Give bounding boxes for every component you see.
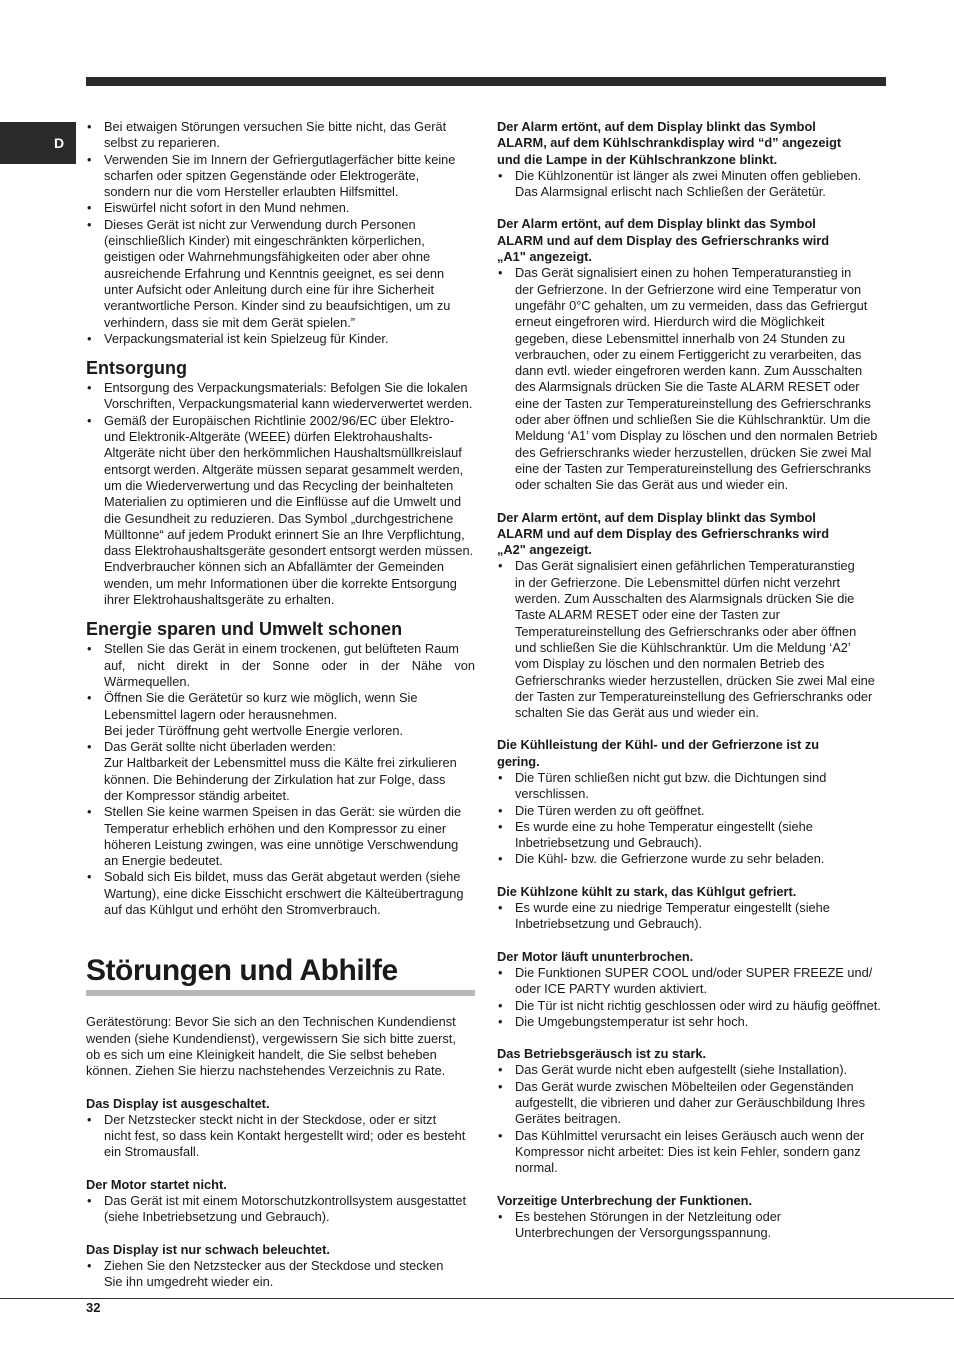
text-line: wenden, um mehr Informationen über die korrekte Entsorgung [104,575,457,591]
issue-heading [497,510,886,559]
text-line: Der Alarm ertönt, auf dem Display blinkt das Symbol [497,216,816,232]
text-line: Wartung), eine dicke Eisschicht erschwert die Kälteübertragung [104,885,464,901]
text-line: ALARM und auf dem Display des Gefrierschranks wird [497,525,830,541]
text-line: Temperatureinstellung des Gefrierschranks oder aber öffnen [515,623,857,639]
text-line: dann evtl. wieder eingefroren werden kann. Zum Ausschalten [515,363,863,379]
troubleshooting-heading: Störungen und Abhilfe [86,954,475,996]
text-line: ihrer Elektrohaushaltsgeräte zu erhalten. [104,592,335,608]
text-line: Taste ALARM RESET oder eine der Tasten zur [515,607,780,623]
text-line: • Eiswürfel nicht sofort in den Mund nehmen. [104,200,350,216]
text-line: • Das Gerät signalisiert einen zu hohen Temperaturanstieg in [515,265,852,281]
text-line: Inbetriebsetzung und Gebrauch). [515,916,703,932]
text-line: • Bei etwaigen Störungen versuchen Sie bitte nicht, das Gerät [104,119,447,134]
text-line: Die Kühlzone kühlt zu stark, das Kühlgut gefriert. [497,883,797,899]
list-item [86,869,475,918]
text-line: • Öffnen Sie die Gerätetür so kurz wie möglich, wenn Sie [104,690,418,706]
list-item [86,152,475,201]
issue-causes [86,1193,475,1226]
page-number: 32 [86,1300,101,1315]
text-line: und die Lampe in der Kühlschrankzone blinkt. [497,151,778,167]
text-line: normal. [515,1160,558,1176]
list-item [497,998,886,1014]
text-line: Temperatur erheblich erhöhen und den Kompressor zu einer [104,820,447,836]
text-line: höheren Leistung zwingen, was eine unnötige Verschwendung [104,836,459,852]
text-line: (einschließlich Kinder) mit eingeschränkten körperlichen, [104,233,425,249]
issue-causes [497,900,886,933]
list-item [497,900,886,933]
text-line: „A2" angezeigt. [497,542,592,558]
text-line: oder aber öffnen und schließen Sie die Kühlschranktür. Um die [515,412,871,428]
text-line: • Entsorgung des Verpackungsmaterials: Befolgen Sie die lokalen [104,380,468,396]
text-line: Vorzeitige Unterbrechung der Funktionen. [497,1192,753,1208]
issue-causes [86,1258,475,1291]
text-line: eine der Tasten zur Temperatureinstellung des Gefrierschranks [515,460,871,476]
list-item [86,380,475,413]
list-item [86,804,475,869]
list-item [497,1128,886,1177]
issue-causes [497,168,886,201]
text-line: des Alarmsignals drücken Sie die Taste ALARM RESET oder [515,379,860,395]
text-line: auf das Kühlgut und erhöht den Stromverbrauch. [104,902,381,918]
list-item [86,1193,475,1226]
text-line: entsorgt werden. Altgeräte müssen separat gesammelt werden, [104,461,464,477]
text-line: des Gefrierschranks wieder herzustellen, drücken Sie zwei Mal [515,444,872,460]
text-line: ungefähr 0°C gehalten, um zu vermeiden, dass das Gefriergut [515,297,868,313]
right-column [497,119,886,1241]
troubleshooting-intro [86,1014,475,1079]
text-line: ob es sich um eine Kleinigkeit handelt, die Sie selbst beheben [86,1046,437,1062]
text-line: • Das Gerät wurde nicht eben aufgestellt (siehe Installation). [515,1062,848,1078]
text-line: und schließen Sie die Kühlschranktür. Um die Meldung ‘A2’ [515,639,851,655]
list-item [497,1079,886,1128]
text-line: Der Motor läuft ununterbrochen. [497,948,694,964]
text-line: Das Alarmsignal erlischt nach Schließen der Gerätetür. [515,184,826,200]
text-line: verschlissen. [515,786,589,802]
issue-causes [497,558,886,721]
text-line: Lebensmittel lagern oder herausnehmen. [104,706,338,722]
issue-causes [497,1062,886,1176]
list-item [497,965,886,998]
text-line: vom Display zu löschen und den normalen Betrieb des [515,656,825,672]
text-line: unter Aufsicht oder Anleitung durch eine für ihre Sicherheit [104,281,435,297]
text-line: erneut eingefroren wird. Hierdurch wird die Möglichkeit [515,314,825,330]
header-bar [86,77,886,86]
list-item [497,770,886,803]
text-line: um die Wiederverwertung und das Recycling der beinhalteten [104,477,454,493]
text-line: ausreichende Erfahrung und Kenntnis geeignet, es sei denn [104,265,445,281]
text-line: eine der Tasten zur Temperatureinstellung des Gefrierschranks [515,395,871,411]
list-item [86,1258,475,1291]
text-line: (siehe Inbetriebsetzung und Gebrauch). [104,1209,330,1225]
energy-list [86,641,475,918]
text-line: in der Gefrierzone. Die Lebensmittel dürfen nicht verzehrt [515,574,841,590]
text-line: • Stellen Sie keine warmen Speisen in das Gerät: sie würden die [104,804,462,820]
text-line: Die Kühlleistung der Kühl- und der Gefrierzone ist zu [497,737,820,753]
text-line: Gerätestörung: Bevor Sie sich an den Technischen Kundendienst [86,1014,456,1030]
issue-causes [497,965,886,1030]
text-line: • Es wurde eine zu hohe Temperatur eingestellt (siehe [515,818,813,834]
text-line: • Das Gerät signalisiert einen gefährlichen Temperaturanstieg [515,558,855,574]
text-line: • Das Gerät ist mit einem Motorschutzkontrollsystem ausgestattet [104,1193,466,1209]
language-tab: D [0,122,76,164]
text-line: Vorschriften, Verpackungsmaterial kann wiederverwertet werden. [104,396,473,412]
issue-causes [497,265,886,493]
disposal-list [86,380,475,608]
text-line: Inbetriebsetzung und Gebrauch). [515,835,703,851]
text-line: • Verpackungsmaterial ist kein Spielzeug für Kinder. [104,330,389,346]
issue-heading [497,1193,886,1209]
text-line: • Das Gerät sollte nicht überladen werden: [104,739,336,755]
text-line: • Der Netzstecker steckt nicht in der Steckdose, oder er sitzt [104,1111,437,1127]
list-item [497,819,886,852]
text-line: verantwortliche Person. Kinder sind zu beaufsichtigen, um zu [104,298,451,314]
text-line: der Tasten zur Temperatureinstellung des Gefrierschranks oder [515,688,873,704]
issue-heading [497,119,886,168]
list-item [86,1112,475,1161]
text-line: Zur Haltbarkeit der Lebensmittel muss die Kälte frei zirkulieren [104,755,457,771]
list-item [86,690,475,739]
list-item [497,803,886,819]
issue-heading: Das Display ist nur schwach beleuchtet. [86,1241,330,1257]
text-line: • Das Gerät wurde zwischen Möbelteilen oder Gegenständen [515,1078,854,1094]
text-line: • Die Tür ist nicht richtig geschlossen oder wird zu häufig geöffnet. [515,997,881,1013]
issue-heading [497,1046,886,1062]
issue-heading [497,884,886,900]
text-line: ein Stromausfall. [104,1144,200,1160]
list-item [497,558,886,721]
right-issue-list [497,119,886,1241]
text-line: der Kompressor ständig arbeitet. [104,787,290,803]
text-line: selbst zu reparieren. [104,135,220,151]
text-line: • Verwenden Sie im Innern der Gefriergutlagerfächer bitte keine [104,151,456,167]
text-line: • Es bestehen Störungen in der Netzleitung oder [515,1208,782,1224]
text-line: • Die Türen werden zu oft geöffnet. [515,802,705,818]
text-line: Meldung ‘A1’ vom Display zu löschen und den normalen Betrieb [515,428,878,444]
issue-heading [497,737,886,770]
text-line: Endverbraucher können sich an Abfallämter der Gemeinden [104,559,445,575]
energy-heading: Energie sparen und Umwelt schonen [86,619,403,640]
text-line: ALARM und auf dem Display des Gefrierschranks wird [497,232,830,248]
text-line: sondern nur die vom Hersteller erlaubten Hilfsmittel. [104,184,399,200]
issue-heading [497,216,886,265]
text-line: Der Alarm ertönt, auf dem Display blinkt das Symbol [497,509,816,525]
text-line: oder schalten Sie das Gerät aus und wieder ein. [515,477,789,493]
issue-heading [497,949,886,965]
list-item [497,1062,886,1078]
text-line: auf, nicht direkt in der Sonne oder in der Nähe von Wärmequellen. [104,657,475,689]
text-line: oder ICE PARTY wurden aktiviert. [515,981,708,997]
text-line: gering. [497,753,540,769]
text-line: • Stellen Sie das Gerät in einem trockenen, gut belüfteten Raum [104,641,459,657]
text-line: Kompressor nicht arbeitet: Dies ist kein Fehler, sondern ganz [515,1143,861,1159]
text-line: • Die Kühl- bzw. die Gefrierzone wurde zu sehr beladen. [515,851,825,867]
footer-rule [0,1298,954,1299]
text-line: • Die Funktionen SUPER COOL und/oder SUPER FREEZE und/ [515,964,873,980]
text-line: der Gefrierzone. In der Gefrierzone wird eine Temperatur von [515,281,862,297]
text-line: • Sobald sich Eis bildet, muss das Gerät abgetaut werden (siehe [104,869,461,885]
text-line: aufgestellt, die vibrieren und daher zur Geräuschbildung Ihres [515,1095,865,1111]
list-item [497,265,886,493]
text-line: Das Betriebsgeräusch ist zu stark. [497,1046,707,1062]
list-item [86,641,475,690]
text-line: schalten Sie das Gerät aus und wieder ein. [515,705,759,721]
issue-heading: Der Motor startet nicht. [86,1176,227,1192]
text-line: Altgeräte nicht über den herkömmlichen Haushaltsmüllkreislauf [104,445,462,461]
text-line: Der Alarm ertönt, auf dem Display blinkt das Symbol [497,119,816,134]
text-line: ALARM, auf dem Kühlschrankdisplay wird “d” angezeigt [497,135,842,151]
text-line: verbrauchen, oder zu einem Fertiggericht zu verarbeiten, das [515,346,862,362]
text-line: wenden (siehe Kundendienst), vergewissern Sie sich bitte zuerst, [86,1030,456,1046]
text-line: dass Elektrohaushaltsgeräte gesondert entsorgt werden müssen. [104,543,474,559]
text-line: können. Ziehen Sie hierzu nachstehendes Verzeichnis zu Rate. [86,1063,446,1079]
list-item [86,200,475,216]
issue-causes [497,1209,886,1242]
text-line: die Gesundheit zu reduzieren. Das Symbol „durchgestrichene [104,510,454,526]
text-line: Sie ihn umgedreht wieder ein. [104,1274,274,1290]
text-line: „A1" angezeigt. [497,249,592,265]
text-line: • Es wurde eine zu niedrige Temperatur eingestellt (siehe [515,900,830,916]
text-line: • Dieses Gerät ist nicht zur Verwendung durch Personen [104,216,416,232]
list-item [497,851,886,867]
text-line: können. Die Behinderung der Zirkulation hat zur Folge, dass [104,771,446,787]
issue-causes [86,1112,475,1161]
text-line: • Das Kühlmittel verursacht ein leises Geräusch auch wenn der [515,1127,865,1143]
list-item [86,217,475,331]
text-line: scharfen oder spitzen Gegenstände oder Elektrogeräte, [104,167,420,183]
left-issue-list [86,1096,475,1291]
list-item [86,739,475,804]
text-line: Gefrierschranks wieder herzustellen, drücken Sie zwei Mal eine [515,672,875,688]
list-item [86,331,475,347]
text-line: • Ziehen Sie den Netzstecker aus der Steckdose und stecken [104,1257,444,1273]
list-item [86,119,475,152]
list-item [86,413,475,609]
text-line: an Energie bedeutet. [104,853,223,869]
list-item [497,168,886,201]
text-line: • Die Umgebungstemperatur ist sehr hoch. [515,1013,749,1029]
safety-list [86,119,475,347]
text-line: • Die Kühlzonentür ist länger als zwei Minuten offen geblieben. [515,167,862,183]
text-line: geistigen oder Wahrnehmungsfähigkeiten oder aber ohne [104,249,431,265]
list-item [497,1014,886,1030]
list-item [497,1209,886,1242]
text-line: Mülltonne“ auf jedem Produkt erinnert Sie an Ihre Verpflichtung, [104,526,465,542]
text-line: werden. Zum Ausschalten des Alarmsignals drücken Sie die [515,591,855,607]
disposal-heading: Entsorgung [86,358,187,379]
text-line: gegeben, diese Lebensmittel innerhalb von 24 Stunden zu [515,330,846,346]
left-column [86,119,475,1291]
text-line: • Gemäß der Europäischen Richtlinie 2002/96/EC über Elektro- [104,412,454,428]
text-line: verhindern, dass sie mit dem Gerät spielen.” [104,314,356,330]
issue-causes [497,770,886,868]
text-line: Bei jeder Türöffnung geht wertvolle Energie verloren. [104,722,404,738]
text-line: Materialien zu optimieren und die Einflüsse auf die Umwelt und [104,494,462,510]
text-line: und Elektronik-Altgeräte (WEEE) dürfen Elektrohaushalts- [104,429,433,445]
text-line: Unterbrechungen der Versorgungsspannung. [515,1225,772,1241]
text-line: • Die Türen schließen nicht gut bzw. die Dichtungen sind [515,769,827,785]
text-line: nicht fest, so dass kein Kontakt hergestellt wird; oder es besteht [104,1128,466,1144]
issue-heading: Das Display ist ausgeschaltet. [86,1095,270,1111]
text-line: Gerätes beitragen. [515,1111,621,1127]
